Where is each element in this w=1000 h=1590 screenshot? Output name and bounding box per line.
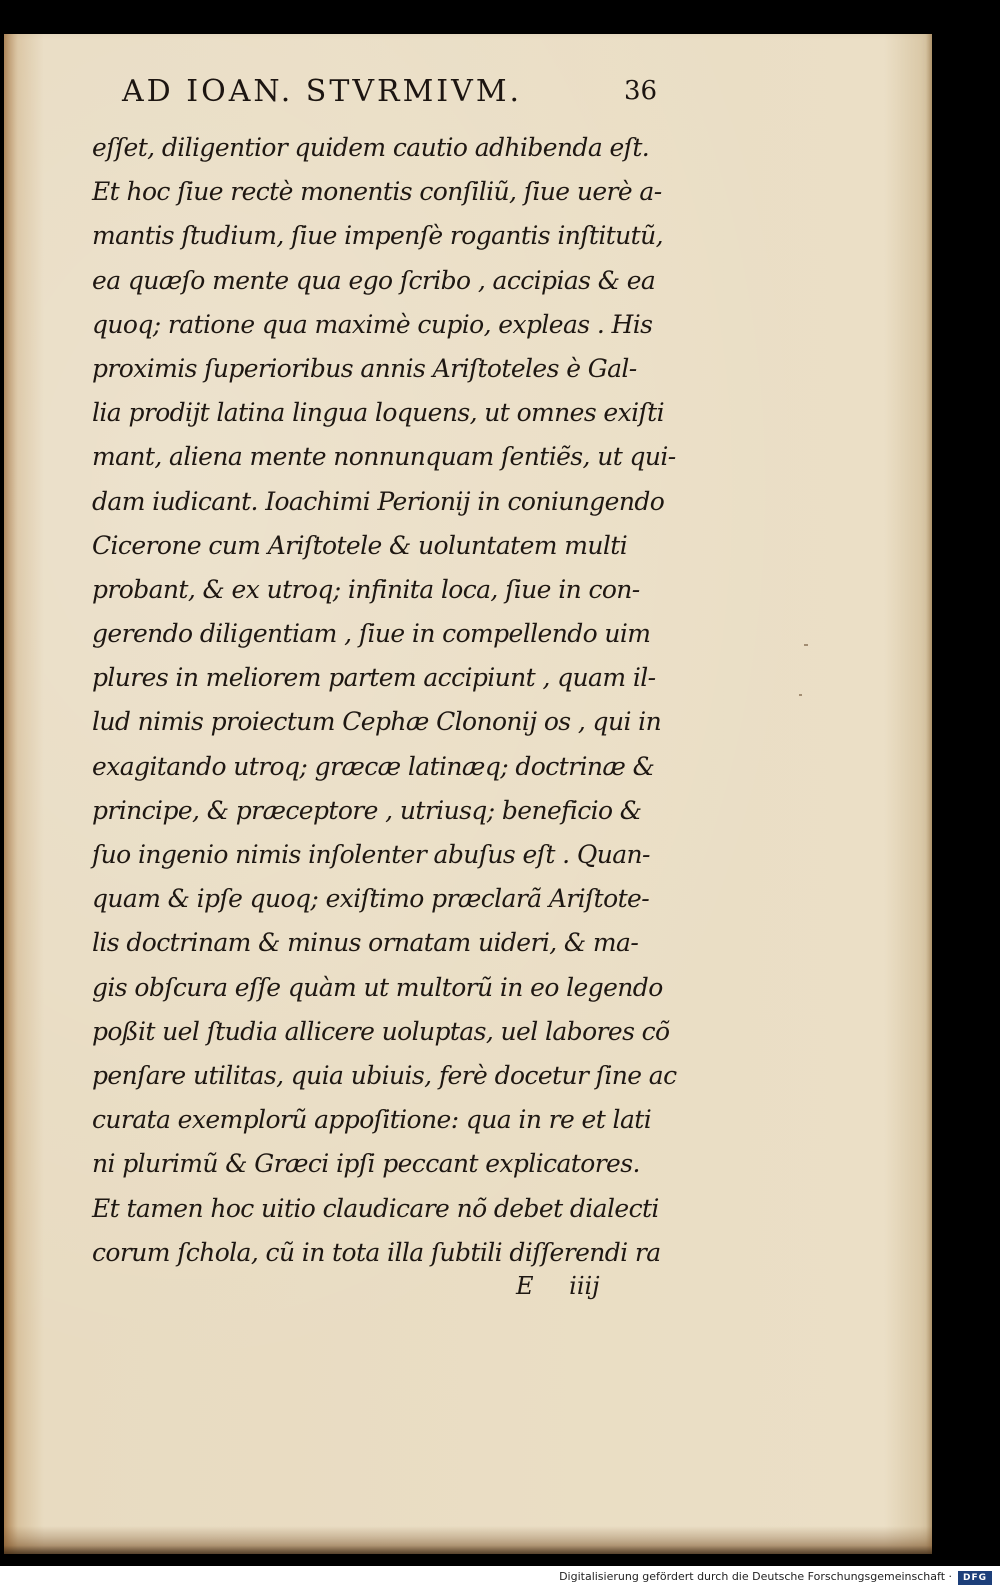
paper-speck	[799, 694, 802, 696]
page-number: 36	[624, 76, 658, 106]
book-page	[4, 34, 932, 1554]
text-line: curata exemplorũ appoſitione: qua in re et lati	[92, 1105, 652, 1135]
running-head: AD IOAN. STVRMIVM.	[122, 74, 523, 109]
text-line: Et tamen hoc uitio claudicare nõ debet dialecti	[92, 1193, 659, 1223]
text-line: penſare utilitas, quia ubiuis, ferè docetur ſine ac	[92, 1060, 677, 1090]
text-line: ni plurimũ & Græci ipſi peccant explicatores.	[92, 1149, 640, 1179]
text-line: exagitando utroq; græcæ latinæq; doctrinæ &	[92, 751, 655, 781]
text-line: Et hoc ſiue rectè monentis conſiliũ, ſiue uerè a-	[92, 177, 662, 207]
text-line: quoq; ratione qua maximè cupio, expleas . His	[92, 309, 653, 339]
digitization-footer	[0, 1566, 1000, 1590]
text-line: plures in meliorem partem accipiunt , quam il-	[92, 663, 656, 693]
signature-mark: E iiij	[516, 1272, 600, 1300]
paper-speck	[804, 644, 808, 646]
page-edge-stain	[4, 1526, 932, 1554]
text-line: probant, & ex utroq; infinita loca, ſiue in con-	[92, 574, 640, 604]
text-block	[92, 126, 732, 1275]
text-line: ſuo ingenio nimis inſolenter abuſus eſt . Quan-	[92, 840, 650, 869]
text-line: eſſet, diligentior quidem cautio adhibenda eſt.	[92, 133, 650, 162]
text-line: ea quæſo mente qua ego ſcribo , accipias & ea	[92, 265, 656, 295]
text-line: lud nimis proiectum Cephæ Clononij os , qui in	[92, 707, 662, 737]
text-line: quam & ipſe quoq; exiſtimo præclarã Ariſtote-	[92, 884, 650, 914]
text-line: Cicerone cum Ariſtotele & uoluntatem multi	[92, 530, 628, 560]
text-line: corum ſchola, cũ in tota illa ſubtili diſſerendi ra	[92, 1237, 661, 1267]
text-line: proximis ſuperioribus annis Ariſtoteles è Gal-	[92, 353, 637, 383]
text-line: poßit uel ſtudia allicere uoluptas, uel labores cõ	[92, 1016, 670, 1046]
text-line: dam iudicant. Ioachimi Perionij in coniungendo	[92, 486, 665, 516]
funding-credit: Digitalisierung gefördert durch die Deutsche Forschungsgemeinschaft ·	[559, 1570, 952, 1583]
text-line: lia prodijt latina lingua loquens, ut omnes exiſti	[92, 398, 665, 428]
text-line: gerendo diligentiam , ſiue in compellendo uim	[92, 619, 651, 649]
text-line: principe, & præceptore , utriusq; beneficio &	[92, 795, 642, 825]
text-line: mantis ſtudium, ſiue impenſè rogantis inſtitutũ,	[92, 221, 663, 251]
text-line: gis obſcura eſſe quàm ut multorũ in eo legendo	[92, 972, 663, 1002]
text-line: lis doctrinam & minus ornatam uideri, & ma-	[92, 928, 639, 958]
text-line: mant, aliena mente nonnunquam ſentiẽs, ut qui-	[92, 442, 676, 472]
dfg-logo: DFG	[958, 1571, 992, 1585]
